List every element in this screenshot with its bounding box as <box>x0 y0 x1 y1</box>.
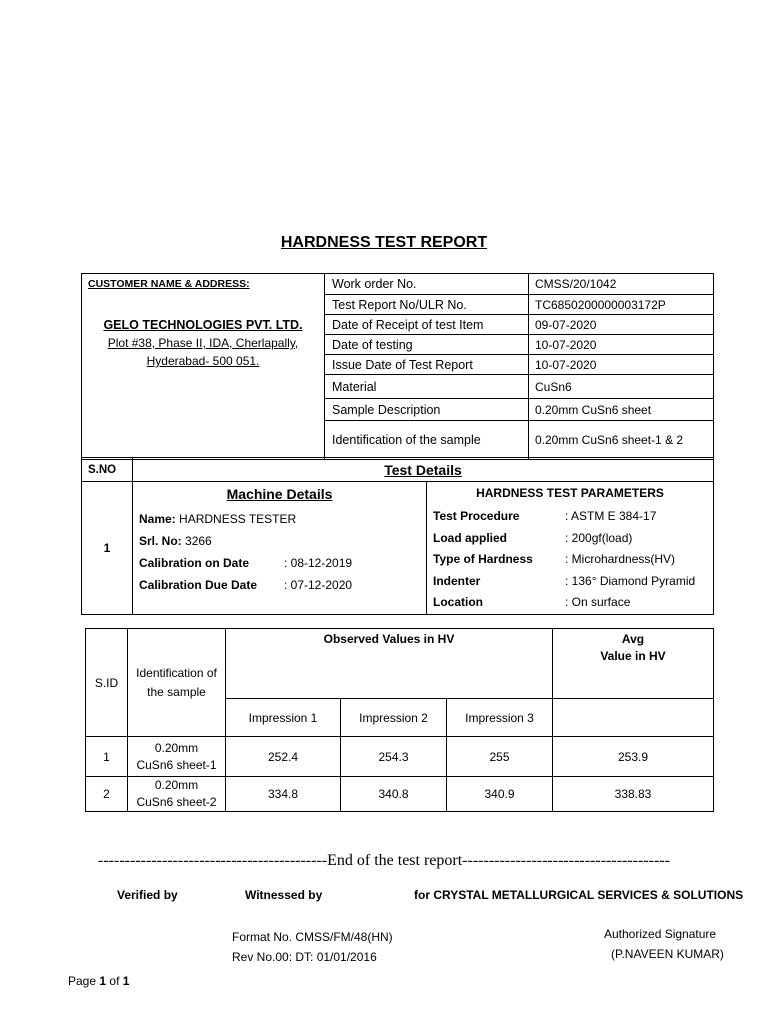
machine-name-label: Name: <box>139 512 176 526</box>
sid-header: S.ID <box>86 629 128 737</box>
test-details-table <box>81 457 714 615</box>
sno-value: 1 <box>82 482 133 615</box>
avg-blank-cell <box>553 699 714 737</box>
info-value: CuSn6 <box>529 375 714 399</box>
hardness-params-cell <box>427 482 714 615</box>
page-prefix: Page <box>68 974 97 988</box>
page-number: 1 <box>99 974 107 988</box>
ident-line2: CuSn6 sheet-2 <box>136 795 217 809</box>
impression1-header: Impression 1 <box>226 699 341 737</box>
param-value: : Microhardness(HV) <box>565 552 676 566</box>
witnessed-by-label: Witnessed by <box>245 888 323 902</box>
info-label: Date of testing <box>325 335 529 355</box>
sid-cell: 2 <box>86 777 128 812</box>
param-label: Load applied <box>433 530 508 545</box>
info-value: 10-07-2020 <box>529 335 714 355</box>
customer-heading: CUSTOMER NAME & ADDRESS: <box>88 278 250 290</box>
calibration-due-label: Calibration Due Date <box>139 578 258 592</box>
ident-line1: 0.20mm <box>154 740 199 755</box>
param-value: : 200gf(load) <box>565 530 633 545</box>
ident-line2: CuSn6 sheet-1 <box>136 757 217 772</box>
info-value: TC6850200000003172P <box>529 295 714 315</box>
avg-header <box>553 629 714 699</box>
ident-cell <box>128 777 226 812</box>
customer-company: GELO TECHNOLOGIES PVT. LTD. <box>103 318 303 332</box>
ident-cell <box>128 737 226 777</box>
info-value: 10-07-2020 <box>529 355 714 375</box>
impression3-cell: 255 <box>447 737 553 777</box>
impression2-header: Impression 2 <box>341 699 447 737</box>
info-value: CMSS/20/1042 <box>529 274 714 295</box>
avg-header-line2: Value in HV <box>600 649 666 663</box>
impression3-cell: 340.9 <box>447 777 553 812</box>
info-label: Issue Date of Test Report <box>325 355 529 375</box>
calibration-due-value: : 07-12-2020 <box>284 578 353 592</box>
param-value: : ASTM E 384-17 <box>565 509 657 523</box>
avg-cell: 253.9 <box>553 737 714 777</box>
avg-cell: 338.83 <box>553 777 714 812</box>
customer-info-table <box>81 273 714 460</box>
info-value: 0.20mm CuSn6 sheet <box>529 399 714 421</box>
customer-cell <box>82 274 325 460</box>
machine-details-cell <box>133 482 427 615</box>
calibration-date-label: Calibration on Date <box>139 556 250 570</box>
info-value: 09-07-2020 <box>529 315 714 335</box>
page-indicator <box>68 974 129 988</box>
format-number: Format No. CMSS/FM/48(HN) <box>232 930 393 944</box>
impression3-header: Impression 3 <box>447 699 553 737</box>
report-title: HARDNESS TEST REPORT <box>280 234 488 251</box>
impression2-cell: 254.3 <box>341 737 447 777</box>
param-label: Test Procedure <box>433 509 520 523</box>
test-details-header: Test Details <box>133 458 714 482</box>
end-of-report-line: -------------------------------------------End of the test report--------------------------------------- <box>98 852 670 869</box>
info-label: Date of Receipt of test Item <box>325 315 529 335</box>
impression1-cell: 252.4 <box>226 737 341 777</box>
impression1-cell: 334.8 <box>226 777 341 812</box>
authorized-signature-label: Authorized Signature <box>604 927 717 941</box>
hardness-params-title: HARDNESS TEST PARAMETERS <box>476 486 664 500</box>
param-label: Indenter <box>433 573 481 588</box>
info-label: Identification of the sample <box>325 421 529 460</box>
info-label: Sample Description <box>325 399 529 421</box>
customer-address-line1: Plot #38, Phase II, IDA, Cherlapally, <box>107 336 299 350</box>
results-table <box>85 628 714 812</box>
info-label: Material <box>325 375 529 399</box>
ident-line1: 0.20mm <box>154 778 199 792</box>
sid-cell: 1 <box>86 737 128 777</box>
table-row <box>86 777 714 812</box>
param-value: : 136° Diamond Pyramid <box>565 573 696 588</box>
signatory-name: (P.NAVEEN KUMAR) <box>611 947 724 961</box>
machine-srl-value: 3266 <box>185 534 212 548</box>
info-label: Work order No. <box>325 274 529 295</box>
param-label: Location <box>433 595 483 609</box>
param-value: : On surface <box>565 595 631 609</box>
page-of: of <box>109 974 120 988</box>
identification-header: Identification of the sample <box>128 629 226 737</box>
avg-header-line1: Avg <box>621 632 645 646</box>
sno-header: S.NO <box>82 458 133 482</box>
revision-number: Rev No.00: DT: 01/01/2016 <box>232 950 377 964</box>
table-row <box>86 737 714 777</box>
info-label: Test Report No/ULR No. <box>325 295 529 315</box>
verified-by-label: Verified by <box>117 888 178 902</box>
machine-name-value: HARDNESS TESTER <box>179 512 297 526</box>
customer-address-line2: Hyderabad- 500 051. <box>146 354 260 368</box>
impression2-cell: 340.8 <box>341 777 447 812</box>
param-label: Type of Hardness <box>433 552 533 566</box>
info-value: 0.20mm CuSn6 sheet-1 & 2 <box>529 421 714 460</box>
machine-details-title: Machine Details <box>226 486 333 502</box>
observed-values-header: Observed Values in HV <box>226 629 553 699</box>
calibration-date-value: : 08-12-2019 <box>284 556 353 570</box>
machine-srl-label: Srl. No: <box>139 534 182 548</box>
page-total: 1 <box>122 974 130 988</box>
company-signoff: for CRYSTAL METALLURGICAL SERVICES & SOLUTIONS <box>414 888 744 902</box>
